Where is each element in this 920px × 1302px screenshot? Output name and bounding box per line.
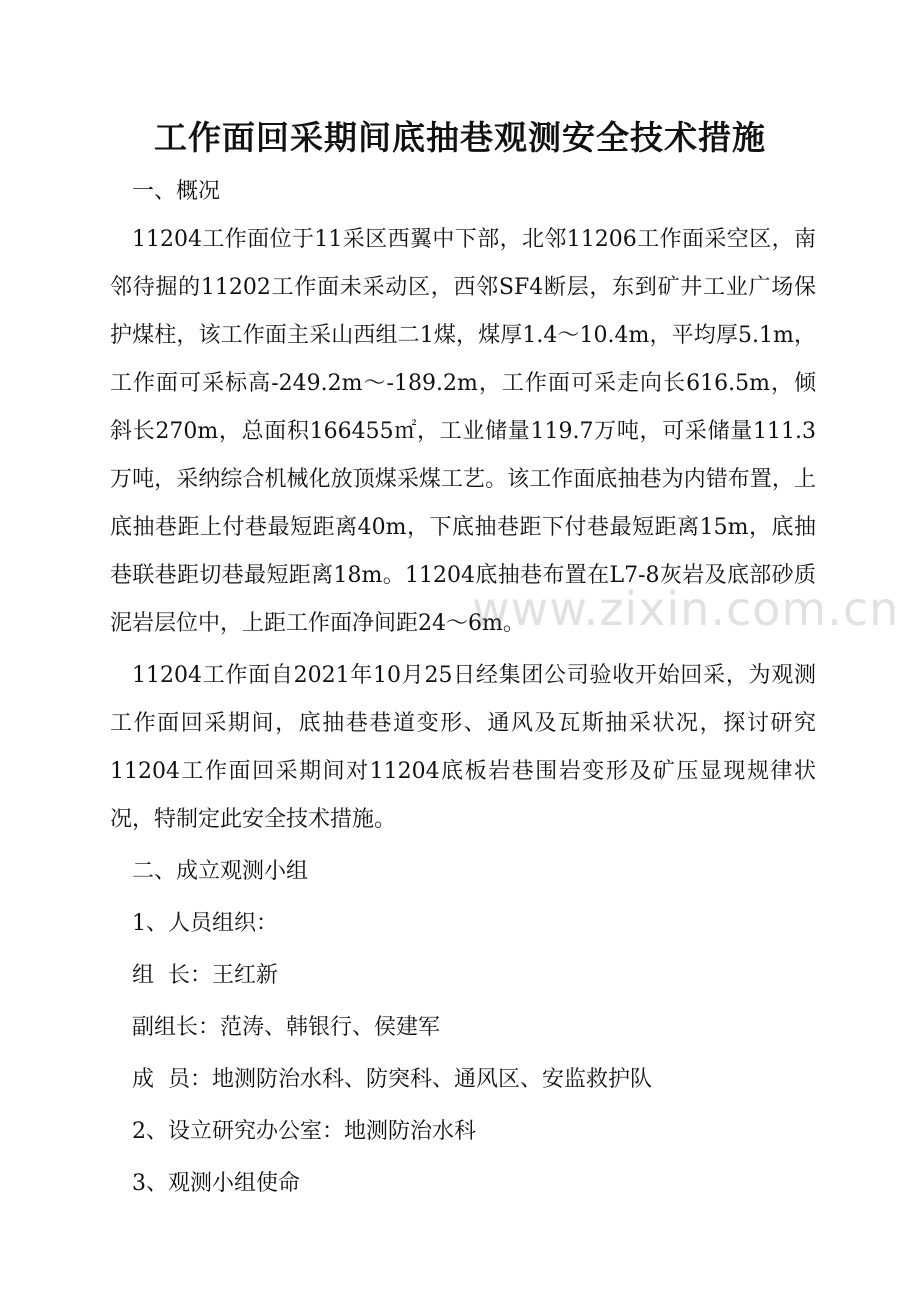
item-personnel-heading: 1、人员组织： [132,911,278,936]
item-mission-line: 3、观测小组使命 [132,1171,300,1196]
paragraph-purpose: 11204工作面自2021年10月25日经集团公司验收开始回采，为观测工作面回采期间，底抽巷巷道变形、通风及瓦斯抽采状况，探讨研究11204工作面回采期间对11204底板岩巷围岩变形及矿压显现规律状况，特制定此安全技术措施。 [110,663,816,832]
leader-line: 组 长：王红新 [132,963,278,988]
document-title: 工作面回采期间底抽巷观测安全技术措施 [154,118,766,157]
section-heading-overview: 一、概况 [132,179,221,204]
item-office-line: 2、设立研究办公室：地测防治水科 [132,1119,476,1144]
deputy-line: 副组长：范涛、韩银行、侯建军 [132,1015,441,1040]
document-body [110,168,816,1208]
members-line: 成 员：地测防治水科、防突科、通风区、安监救护队 [132,1067,652,1092]
paragraph-overview: 11204工作面位于11采区西翼中下部，北邻11206工作面采空区，南邻待掘的11202工作面未采动区，西邻SF4断层，东到矿井工业广场保护煤柱，该工作面主采山西组二1煤，煤厚1.4～10.4m，平均厚5.1m，工作面可采标高-249.2m～-189.2m，工作面可采走向长616.5m，倾斜长270m，总面积166455㎡，工业储量119.7万吨，可采储量111.3万吨，采纳综合机械化放顶煤采煤工艺。该工作面底抽巷为内错布置，上底抽巷距上付巷最短距离40m，下底抽巷距下付巷最短距离15m，底抽巷联巷距切巷最短距离18m。11204底抽巷布置在L7-8灰岩及底部砂质泥岩层位中，上距工作面净间距24～6m。 [110,227,816,636]
watermark: www.zixin.com.cn [472,582,900,636]
section-heading-group: 二、成立观测小组 [132,859,309,884]
